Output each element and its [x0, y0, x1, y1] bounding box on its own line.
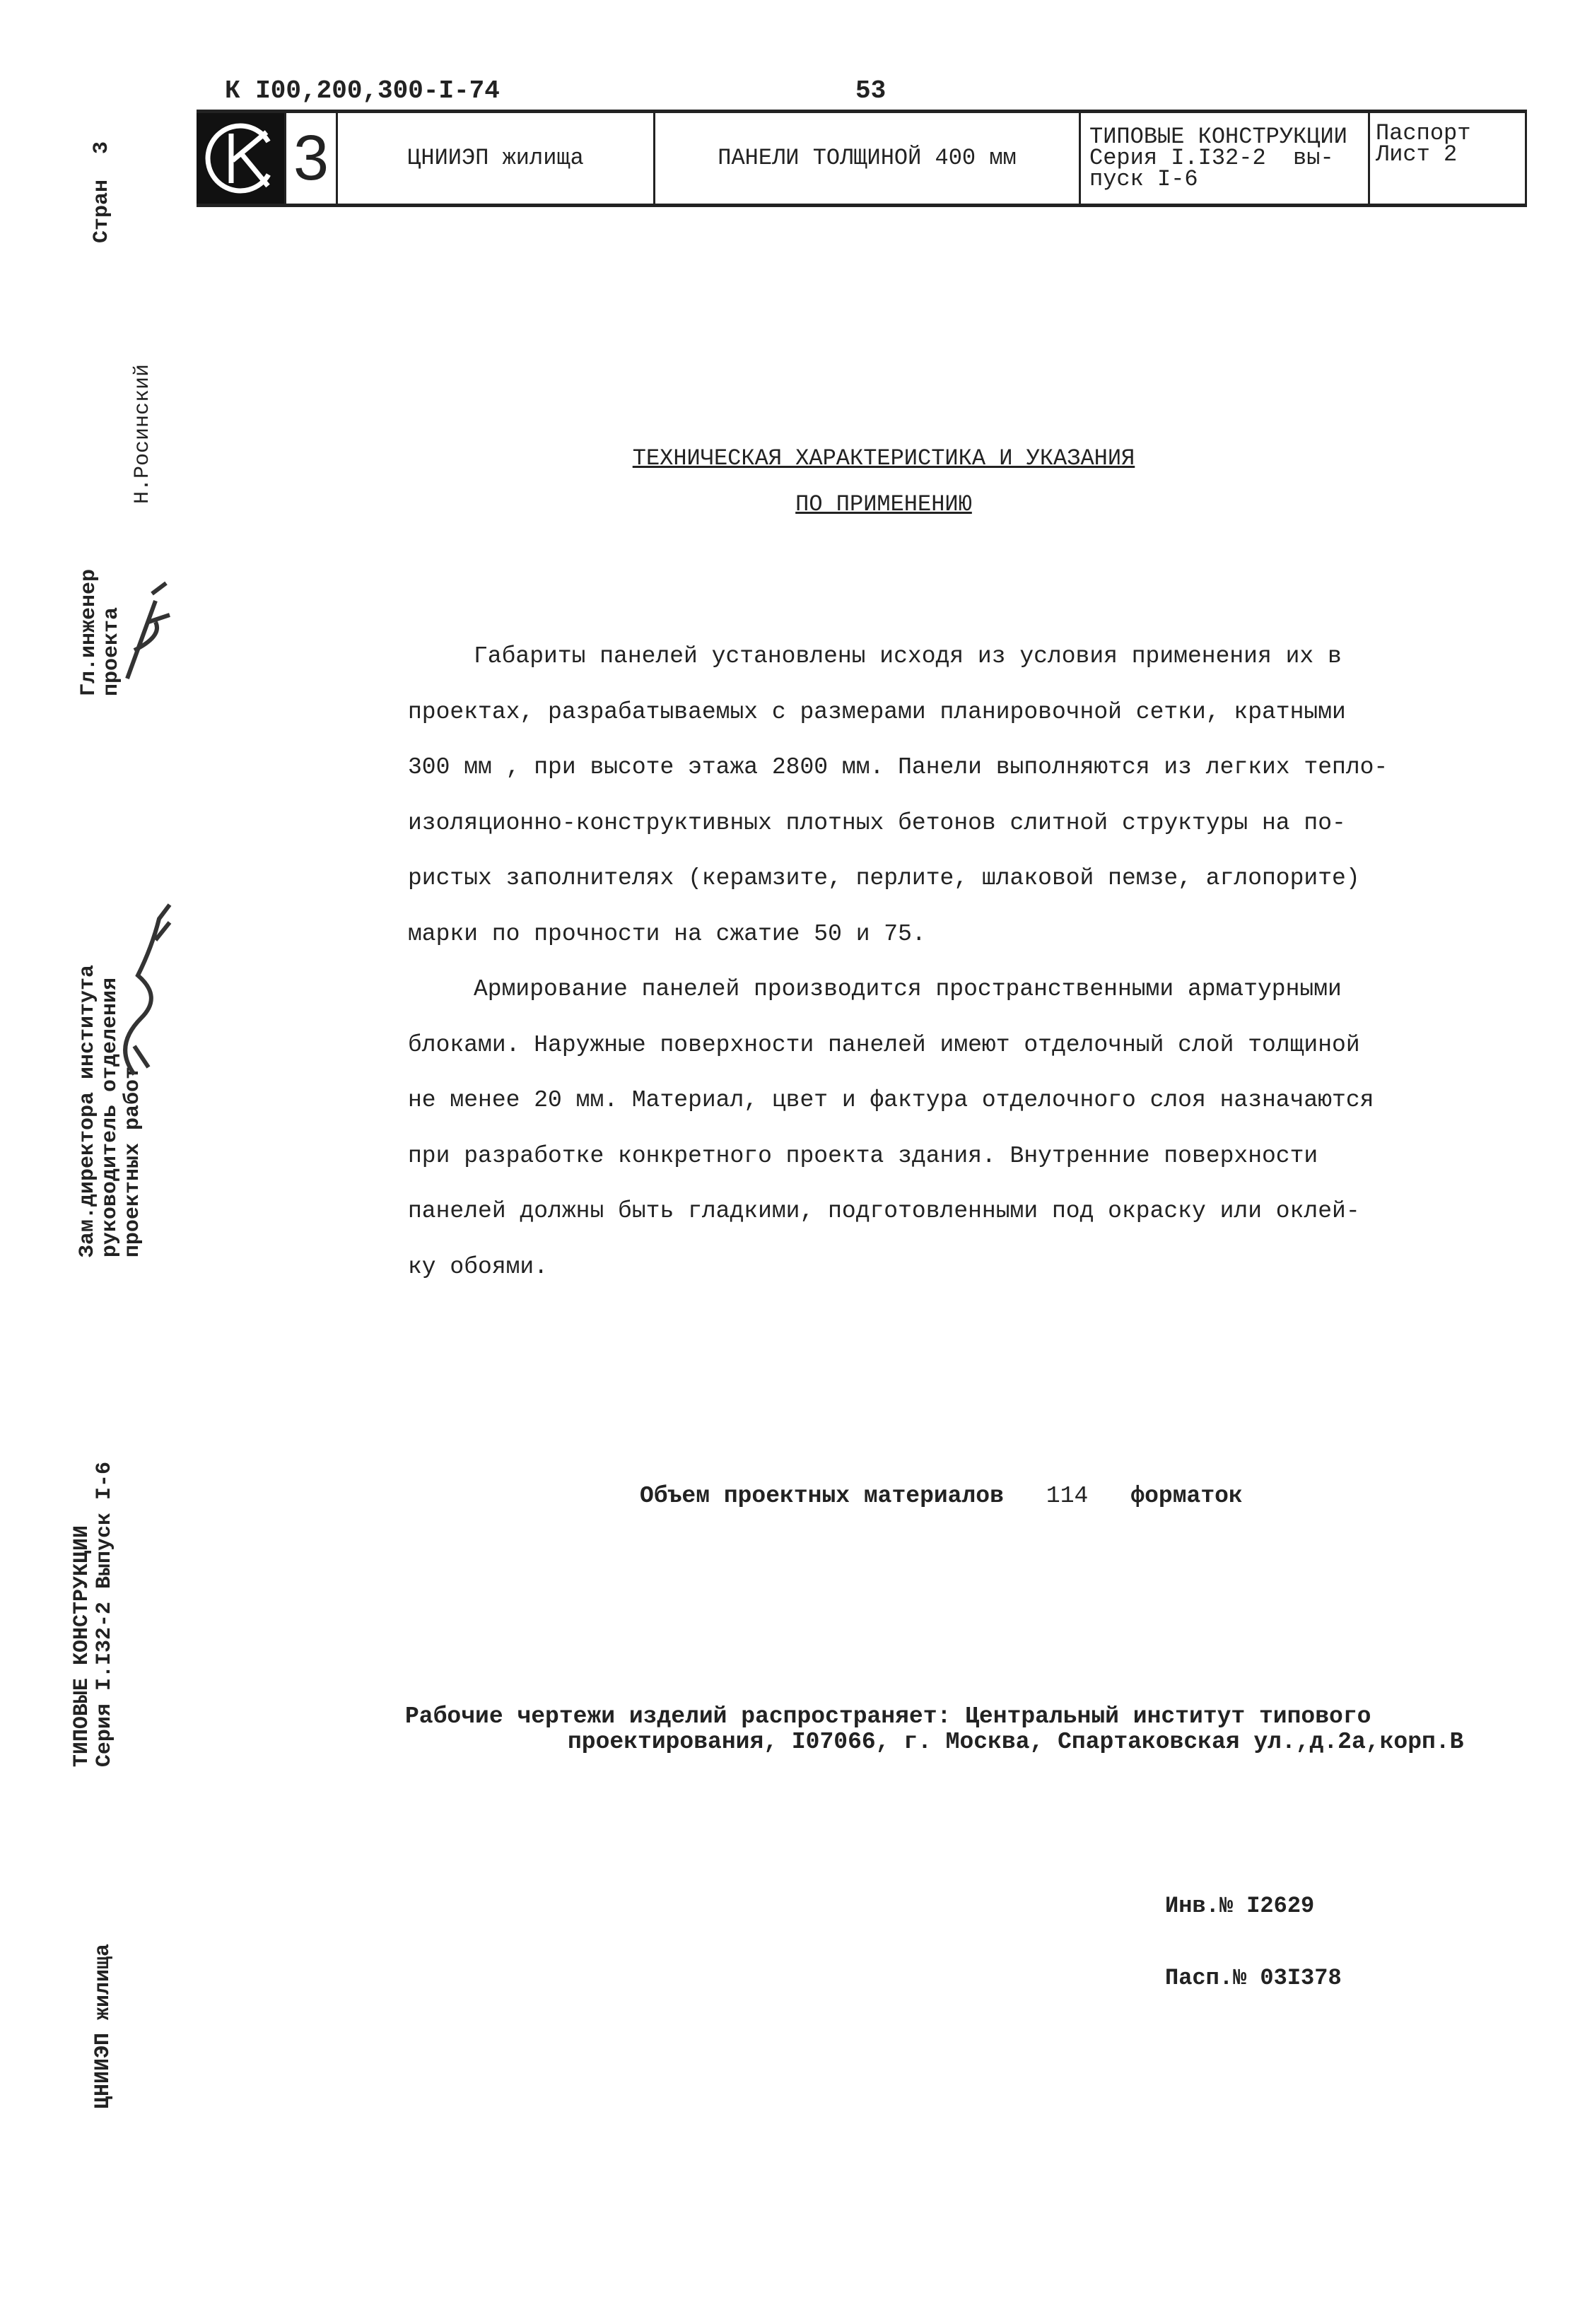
- organization-cell: ЦНИИЭП жилища: [336, 113, 653, 204]
- paragraph-line: Армирование панелей производится пространственными арматурными: [474, 976, 1342, 1002]
- document-title-line2: ПО ПРИМЕНЕНИЮ: [795, 491, 972, 517]
- margin-organization: ЦНИИЭП жилища: [91, 1944, 115, 2110]
- paragraph-line: проектах, разрабатываемых с размерами планировочной сетки, кратными: [408, 698, 1346, 725]
- paragraph-line: панелей должны быть гладкими, подготовленными под окраску или оклей-: [408, 1198, 1360, 1224]
- signature-deputy-director: [106, 898, 184, 1081]
- paragraph-line: марки по прочности на сжатие 50 и 75.: [408, 920, 926, 947]
- sheet-line: Паспорт: [1376, 120, 1471, 146]
- series-line: Серия I.I32-2 вы-: [1089, 145, 1334, 171]
- series-line: Серия I.I32-2 Выпуск I-6: [93, 1462, 117, 1768]
- document-code: К I00,200,300-I-74: [225, 76, 500, 105]
- series-line: ТИПОВЫЕ КОНСТРУКЦИИ: [1089, 124, 1347, 150]
- series-line: пуск I-6: [1089, 166, 1198, 192]
- paragraph-line: 300 мм , при высоте этажа 2800 мм. Панели выполняются из легких тепло-: [408, 754, 1388, 780]
- paragraph-line: ку обоями.: [408, 1253, 549, 1280]
- signature-chief-engineer: [113, 580, 177, 686]
- distribution-line1: Рабочие чертежи изделий распространяет: Центральный институт типового: [405, 1703, 1371, 1730]
- body-text: [408, 629, 1388, 1295]
- volume-label: Объем проектных материалов: [640, 1483, 1004, 1509]
- title-block: [197, 110, 1527, 207]
- volume-unit: форматок: [1130, 1483, 1243, 1509]
- margin-series-block: [71, 1462, 116, 1767]
- title-line: Зам.директора института: [76, 965, 100, 1258]
- volume-value: 114: [1046, 1483, 1089, 1509]
- paragraph-line: блоками. Наружные поверхности панелей имеют отделочный слой толщиной: [408, 1031, 1360, 1058]
- series-line: ТИПОВЫЕ КОНСТРУКЦИИ: [70, 1525, 94, 1768]
- inventory-numbers: [1165, 1846, 1342, 2014]
- title-line: руководитель отделения: [98, 978, 122, 1258]
- logo-ck-icon: [197, 113, 284, 204]
- passport-number: Пасп.№ 03I378: [1165, 1965, 1342, 1991]
- distribution-line2: проектирования, I07066, г. Москва, Спартаковская ул.,д.2а,корп.В: [568, 1729, 1464, 1755]
- paragraph-line: при разработке конкретного проекта здания. Внутренние поверхности: [408, 1142, 1318, 1169]
- series-cell: [1079, 113, 1368, 204]
- paragraph-line: ристых заполнителях (керамзите, перлите, шлаковой пемзе, аглопорите): [408, 865, 1360, 891]
- paragraph-line: не менее 20 мм. Материал, цвет и фактура отделочного слоя назначаются: [408, 1087, 1374, 1113]
- title-line: Гл.инженер: [77, 569, 101, 697]
- paragraph-line: Габариты панелей установлены исходя из условия применения их в: [474, 643, 1342, 669]
- title-line: проекта: [100, 607, 124, 697]
- margin-page-ref: Стран 3: [90, 141, 114, 244]
- page-number: 53: [855, 76, 886, 105]
- document-title: ТЕХНИЧЕСКАЯ ХАРАКТЕРИСТИКА И УКАЗАНИЯ: [632, 445, 1135, 471]
- inventory-number: Инв.№ I2629: [1165, 1893, 1315, 1919]
- sheet-line: Лист 2: [1376, 141, 1458, 168]
- title-line: проектных работ: [121, 1067, 145, 1258]
- sheet-cell: [1368, 113, 1525, 204]
- volume-line: [640, 1483, 1285, 1509]
- paragraph-line: изоляционно-конструктивных плотных бетонов слитной структуры на по-: [408, 809, 1346, 836]
- margin-chief-engineer-name: Н.Росинский: [131, 364, 155, 505]
- subject-cell: ПАНЕЛИ ТОЛЩИНОЙ 400 мм: [653, 113, 1079, 204]
- logo-number: 3: [284, 113, 336, 204]
